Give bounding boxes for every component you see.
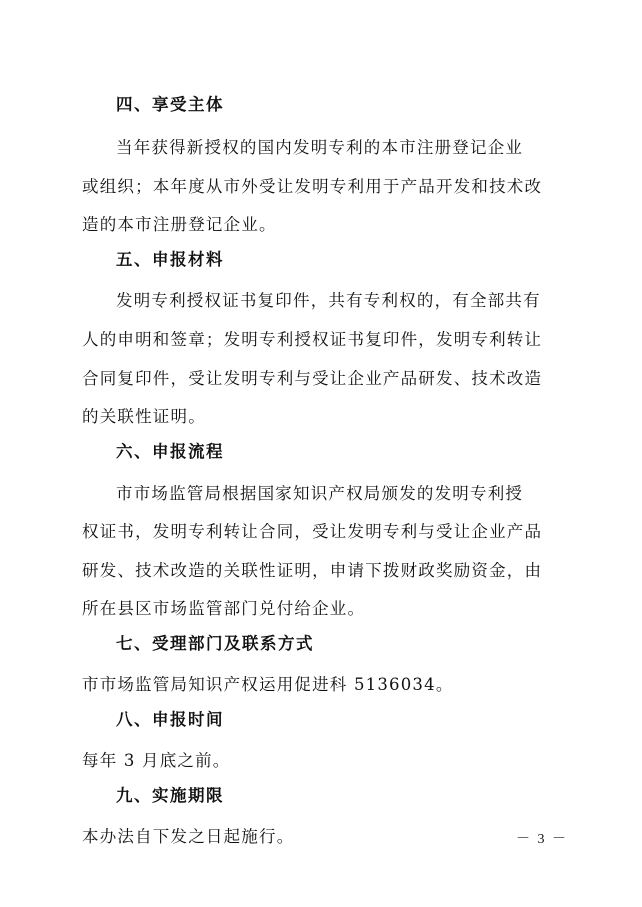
section-heading-6: 六、申报流程 xyxy=(116,442,224,461)
section-heading-5: 五、申报材料 xyxy=(116,250,224,269)
section-heading-4: 四、享受主体 xyxy=(116,95,224,114)
paragraph-line: 合同复印件，受让发明专利与受让企业产品研发、技术改造 xyxy=(82,369,543,388)
paragraph-line: 所在县区市场监管部门兑付给企业。 xyxy=(82,599,366,618)
paragraph-line: 的关联性证明。 xyxy=(82,407,206,426)
section-heading-8: 八、申报时间 xyxy=(116,710,224,729)
paragraph-line: 或组织；本年度从市外受让发明专利用于产品开发和技术改 xyxy=(82,177,543,196)
paragraph-line: 发明专利授权证书复印件，共有专利权的，有全部共有 xyxy=(116,291,541,310)
paragraph-line: 造的本市注册登记企业。 xyxy=(82,215,277,234)
paragraph-line: 研发、技术改造的关联性证明，申请下拨财政奖励资金，由 xyxy=(82,561,543,580)
paragraph-line: 人的申明和签章；发明专利授权证书复印件，发明专利转让 xyxy=(82,330,543,349)
page-number: － 3 － xyxy=(516,832,568,847)
paragraph-line: 权证书，发明专利转让合同，受让发明专利与受让企业产品 xyxy=(82,522,543,541)
section-heading-7: 七、受理部门及联系方式 xyxy=(116,634,314,653)
paragraph-line: 本办法自下发之日起施行。 xyxy=(82,827,295,846)
paragraph-line: 市市场监管局根据国家知识产权局颁发的发明专利授 xyxy=(116,484,524,503)
paragraph-line: 当年获得新授权的国内发明专利的本市注册登记企业 xyxy=(116,138,524,157)
section-heading-9: 九、实施期限 xyxy=(116,786,224,805)
paragraph-line: 每年 3 月底之前。 xyxy=(82,751,231,770)
paragraph-line: 市市场监管局知识产权运用促进科 5136034。 xyxy=(82,675,454,694)
